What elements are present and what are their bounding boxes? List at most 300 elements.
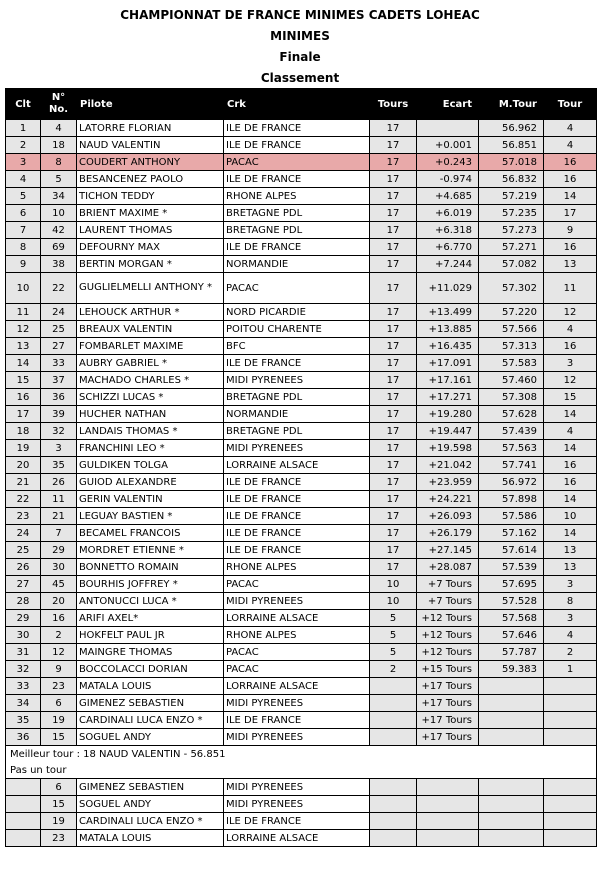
cell-mtour	[479, 695, 544, 712]
cell-clt	[6, 813, 41, 830]
cell-num: 69	[41, 239, 77, 256]
cell-tour: 16	[544, 154, 597, 171]
cell-pilote: GIMENEZ SEBASTIEN	[77, 695, 224, 712]
cell-clt: 21	[6, 474, 41, 491]
table-header	[6, 89, 597, 120]
cell-ecart	[417, 830, 479, 847]
cell-tour: 13	[544, 256, 597, 273]
cell-pilote: CARDINALI LUCA ENZO *	[77, 813, 224, 830]
cell-crk: BRETAGNE PDL	[224, 205, 370, 222]
cell-crk: ILE DE FRANCE	[224, 171, 370, 188]
cell-tours: 10	[370, 593, 417, 610]
cell-mtour: 57.614	[479, 542, 544, 559]
cell-num: 37	[41, 372, 77, 389]
cell-tours	[370, 796, 417, 813]
cell-num: 10	[41, 205, 77, 222]
cell-ecart: +7.244	[417, 256, 479, 273]
cell-crk: ILE DE FRANCE	[224, 491, 370, 508]
cell-pilote: FOMBARLET MAXIME	[77, 338, 224, 355]
col-header-ecart: Ecart	[417, 89, 479, 120]
cell-mtour: 57.528	[479, 593, 544, 610]
cell-num: 6	[41, 695, 77, 712]
cell-tour	[544, 678, 597, 695]
cell-clt: 33	[6, 678, 41, 695]
cell-tour	[544, 695, 597, 712]
cell-tour: 4	[544, 137, 597, 154]
cell-num: 3	[41, 440, 77, 457]
table-row	[6, 205, 597, 222]
cell-mtour: 57.695	[479, 576, 544, 593]
cell-mtour: 57.898	[479, 491, 544, 508]
cell-tour: 13	[544, 559, 597, 576]
cell-crk: MIDI PYRENEES	[224, 729, 370, 746]
col-header-tour: Tour	[544, 89, 597, 120]
cell-tours: 17	[370, 372, 417, 389]
cell-num: 36	[41, 389, 77, 406]
cell-clt: 18	[6, 423, 41, 440]
cell-crk: LORRAINE ALSACE	[224, 610, 370, 627]
cell-num: 19	[41, 813, 77, 830]
cell-tour: 4	[544, 627, 597, 644]
table-row	[6, 137, 597, 154]
cell-pilote: GUGLIELMELLI ANTHONY *	[77, 273, 224, 304]
cell-pilote: LEHOUCK ARTHUR *	[77, 304, 224, 321]
cell-tours: 17	[370, 355, 417, 372]
cell-clt: 17	[6, 406, 41, 423]
cell-clt: 1	[6, 120, 41, 137]
cell-clt: 6	[6, 205, 41, 222]
cell-crk: ILE DE FRANCE	[224, 508, 370, 525]
cell-crk: LORRAINE ALSACE	[224, 830, 370, 847]
cell-num: 32	[41, 423, 77, 440]
cell-tour: 15	[544, 389, 597, 406]
cell-crk: MIDI PYRENEES	[224, 695, 370, 712]
cell-tour: 14	[544, 491, 597, 508]
cell-clt: 3	[6, 154, 41, 171]
cell-ecart: +28.087	[417, 559, 479, 576]
cell-num: 33	[41, 355, 77, 372]
cell-clt: 34	[6, 695, 41, 712]
table-row	[6, 338, 597, 355]
col-header-crk: Crk	[224, 89, 370, 120]
cell-tours: 10	[370, 576, 417, 593]
cell-num: 15	[41, 796, 77, 813]
cell-tour: 10	[544, 508, 597, 525]
cell-mtour: 57.220	[479, 304, 544, 321]
cell-tour	[544, 712, 597, 729]
cell-ecart: -0.974	[417, 171, 479, 188]
table-row	[6, 120, 597, 137]
cell-tours: 5	[370, 627, 417, 644]
cell-clt: 8	[6, 239, 41, 256]
cell-pilote: LATORRE FLORIAN	[77, 120, 224, 137]
cell-tours: 17	[370, 304, 417, 321]
cell-crk: MIDI PYRENEES	[224, 796, 370, 813]
cell-clt: 11	[6, 304, 41, 321]
cell-ecart: +7 Tours	[417, 576, 479, 593]
cell-num: 26	[41, 474, 77, 491]
cell-num: 34	[41, 188, 77, 205]
cell-crk: BRETAGNE PDL	[224, 222, 370, 239]
table-row	[6, 559, 597, 576]
table-row	[6, 406, 597, 423]
cell-mtour	[479, 779, 544, 796]
footer-best-lap-row	[6, 746, 597, 763]
cell-mtour: 59.383	[479, 661, 544, 678]
cell-mtour: 57.308	[479, 389, 544, 406]
cell-tour	[544, 830, 597, 847]
cell-tour: 11	[544, 273, 597, 304]
cell-clt: 4	[6, 171, 41, 188]
cell-tours: 17	[370, 205, 417, 222]
table-row	[6, 321, 597, 338]
cell-pilote: MACHADO CHARLES *	[77, 372, 224, 389]
cell-crk: ILE DE FRANCE	[224, 813, 370, 830]
cell-tour: 16	[544, 171, 597, 188]
table-row	[6, 542, 597, 559]
no-lap-row	[6, 813, 597, 830]
cell-ecart	[417, 813, 479, 830]
cell-pilote: NAUD VALENTIN	[77, 137, 224, 154]
cell-pilote: SOGUEL ANDY	[77, 729, 224, 746]
cell-num: 15	[41, 729, 77, 746]
cell-tour: 2	[544, 644, 597, 661]
table-row	[6, 661, 597, 678]
cell-ecart: +19.447	[417, 423, 479, 440]
cell-mtour: 56.962	[479, 120, 544, 137]
cell-clt: 2	[6, 137, 41, 154]
cell-num: 16	[41, 610, 77, 627]
cell-num: 7	[41, 525, 77, 542]
cell-pilote: MORDRET ETIENNE *	[77, 542, 224, 559]
cell-tours: 17	[370, 120, 417, 137]
col-header-num: N° No.	[41, 89, 77, 120]
cell-pilote: AUBRY GABRIEL *	[77, 355, 224, 372]
cell-tour: 12	[544, 372, 597, 389]
cell-tour: 17	[544, 205, 597, 222]
cell-ecart: +21.042	[417, 457, 479, 474]
cell-mtour	[479, 796, 544, 813]
cell-num: 2	[41, 627, 77, 644]
cell-ecart: +19.280	[417, 406, 479, 423]
cell-ecart: +6.019	[417, 205, 479, 222]
cell-mtour: 57.566	[479, 321, 544, 338]
cell-clt: 31	[6, 644, 41, 661]
cell-pilote: BREAUX VALENTIN	[77, 321, 224, 338]
cell-tour: 12	[544, 304, 597, 321]
cell-mtour: 57.460	[479, 372, 544, 389]
footer-best-lap: Meilleur tour : 18 NAUD VALENTIN - 56.851	[6, 746, 597, 763]
cell-mtour: 57.219	[479, 188, 544, 205]
cell-crk: PACAC	[224, 661, 370, 678]
cell-clt: 13	[6, 338, 41, 355]
cell-num: 20	[41, 593, 77, 610]
table-row	[6, 593, 597, 610]
cell-clt: 28	[6, 593, 41, 610]
table-row	[6, 171, 597, 188]
cell-clt: 25	[6, 542, 41, 559]
cell-crk: BRETAGNE PDL	[224, 389, 370, 406]
cell-ecart: +6.770	[417, 239, 479, 256]
table-row	[6, 474, 597, 491]
cell-ecart: +12 Tours	[417, 627, 479, 644]
cell-tours: 17	[370, 542, 417, 559]
cell-tour: 4	[544, 321, 597, 338]
cell-crk: BRETAGNE PDL	[224, 423, 370, 440]
cell-pilote: BESANCENEZ PAOLO	[77, 171, 224, 188]
results-table	[5, 88, 597, 847]
cell-pilote: CARDINALI LUCA ENZO *	[77, 712, 224, 729]
cell-tours: 17	[370, 491, 417, 508]
table-row	[6, 239, 597, 256]
cell-clt: 19	[6, 440, 41, 457]
cell-ecart	[417, 120, 479, 137]
cell-tours: 17	[370, 474, 417, 491]
table-row	[6, 678, 597, 695]
cell-mtour: 57.162	[479, 525, 544, 542]
cell-tours: 2	[370, 661, 417, 678]
cell-tours: 5	[370, 644, 417, 661]
cell-clt: 16	[6, 389, 41, 406]
cell-mtour: 57.302	[479, 273, 544, 304]
cell-mtour: 57.583	[479, 355, 544, 372]
cell-ecart: +17 Tours	[417, 729, 479, 746]
cell-mtour: 57.539	[479, 559, 544, 576]
cell-num: 27	[41, 338, 77, 355]
cell-num: 6	[41, 779, 77, 796]
cell-tour	[544, 813, 597, 830]
cell-tour: 16	[544, 474, 597, 491]
cell-mtour	[479, 813, 544, 830]
cell-num: 24	[41, 304, 77, 321]
table-row	[6, 576, 597, 593]
cell-pilote: BRIENT MAXIME *	[77, 205, 224, 222]
cell-ecart: +6.318	[417, 222, 479, 239]
cell-pilote: MAINGRE THOMAS	[77, 644, 224, 661]
cell-mtour: 57.646	[479, 627, 544, 644]
cell-tour: 8	[544, 593, 597, 610]
cell-pilote: SCHIZZI LUCAS *	[77, 389, 224, 406]
cell-clt: 23	[6, 508, 41, 525]
cell-tours: 17	[370, 256, 417, 273]
cell-crk: ILE DE FRANCE	[224, 525, 370, 542]
cell-pilote: FRANCHINI LEO *	[77, 440, 224, 457]
cell-num: 21	[41, 508, 77, 525]
cell-num: 22	[41, 273, 77, 304]
cell-ecart: +17 Tours	[417, 678, 479, 695]
cell-num: 5	[41, 171, 77, 188]
cell-mtour	[479, 678, 544, 695]
cell-num: 18	[41, 137, 77, 154]
cell-tours: 17	[370, 171, 417, 188]
cell-ecart: +16.435	[417, 338, 479, 355]
cell-ecart: +17 Tours	[417, 712, 479, 729]
cell-clt: 30	[6, 627, 41, 644]
cell-ecart: +0.243	[417, 154, 479, 171]
cell-tours	[370, 695, 417, 712]
table-row	[6, 695, 597, 712]
cell-pilote: GERIN VALENTIN	[77, 491, 224, 508]
cell-pilote: BONNETTO ROMAIN	[77, 559, 224, 576]
footer-no-lap: Pas un tour	[6, 762, 597, 779]
cell-pilote: ARIFI AXEL*	[77, 610, 224, 627]
table-row	[6, 525, 597, 542]
cell-crk: LORRAINE ALSACE	[224, 457, 370, 474]
cell-tours: 17	[370, 423, 417, 440]
cell-tour: 13	[544, 542, 597, 559]
cell-ecart: +23.959	[417, 474, 479, 491]
cell-tour	[544, 779, 597, 796]
cell-mtour: 57.787	[479, 644, 544, 661]
cell-tour	[544, 729, 597, 746]
title-classement: Classement	[260, 71, 340, 85]
cell-tour: 4	[544, 423, 597, 440]
cell-clt: 10	[6, 273, 41, 304]
cell-tour: 14	[544, 406, 597, 423]
no-lap-row	[6, 779, 597, 796]
cell-pilote: MATALA LOUIS	[77, 678, 224, 695]
table-row	[6, 729, 597, 746]
cell-mtour: 57.628	[479, 406, 544, 423]
cell-tour: 14	[544, 525, 597, 542]
cell-clt: 20	[6, 457, 41, 474]
cell-num: 19	[41, 712, 77, 729]
cell-ecart: +26.093	[417, 508, 479, 525]
cell-num: 38	[41, 256, 77, 273]
cell-pilote: COUDERT ANTHONY	[77, 154, 224, 171]
cell-crk: ILE DE FRANCE	[224, 137, 370, 154]
cell-tours: 17	[370, 508, 417, 525]
cell-crk: NORMANDIE	[224, 406, 370, 423]
cell-crk: PACAC	[224, 154, 370, 171]
cell-num: 30	[41, 559, 77, 576]
cell-tours: 17	[370, 273, 417, 304]
cell-mtour: 56.972	[479, 474, 544, 491]
cell-ecart: +7 Tours	[417, 593, 479, 610]
cell-pilote: GULDIKEN TOLGA	[77, 457, 224, 474]
table-row	[6, 712, 597, 729]
cell-crk: MIDI PYRENEES	[224, 372, 370, 389]
table-row	[6, 355, 597, 372]
table-row	[6, 610, 597, 627]
cell-ecart: +17.091	[417, 355, 479, 372]
cell-crk: PACAC	[224, 273, 370, 304]
cell-crk: LORRAINE ALSACE	[224, 678, 370, 695]
cell-tour: 3	[544, 610, 597, 627]
cell-crk: BFC	[224, 338, 370, 355]
cell-pilote: BERTIN MORGAN *	[77, 256, 224, 273]
col-header-tours: Tours	[370, 89, 417, 120]
cell-crk: ILE DE FRANCE	[224, 239, 370, 256]
table-row	[6, 273, 597, 304]
cell-num: 35	[41, 457, 77, 474]
cell-ecart: +11.029	[417, 273, 479, 304]
cell-tour: 14	[544, 440, 597, 457]
cell-tours: 5	[370, 610, 417, 627]
cell-clt	[6, 830, 41, 847]
cell-crk: RHONE ALPES	[224, 559, 370, 576]
cell-pilote: LAURENT THOMAS	[77, 222, 224, 239]
table-row	[6, 256, 597, 273]
cell-num: 8	[41, 154, 77, 171]
cell-tours: 17	[370, 321, 417, 338]
table-row	[6, 644, 597, 661]
cell-mtour	[479, 830, 544, 847]
cell-ecart: +26.179	[417, 525, 479, 542]
cell-mtour: 56.832	[479, 171, 544, 188]
cell-mtour: 57.235	[479, 205, 544, 222]
cell-ecart	[417, 796, 479, 813]
cell-crk: PACAC	[224, 576, 370, 593]
table-row	[6, 188, 597, 205]
cell-crk: NORMANDIE	[224, 256, 370, 273]
cell-num: 45	[41, 576, 77, 593]
cell-clt: 36	[6, 729, 41, 746]
cell-pilote: LEGUAY BASTIEN *	[77, 508, 224, 525]
table-row	[6, 154, 597, 171]
title-session: Finale	[279, 50, 321, 64]
table-row	[6, 457, 597, 474]
cell-tour: 3	[544, 576, 597, 593]
cell-clt	[6, 779, 41, 796]
cell-pilote: DEFOURNY MAX	[77, 239, 224, 256]
cell-mtour: 57.018	[479, 154, 544, 171]
cell-tours: 17	[370, 406, 417, 423]
cell-num: 23	[41, 678, 77, 695]
cell-clt: 9	[6, 256, 41, 273]
cell-tours: 17	[370, 440, 417, 457]
cell-pilote: GIMENEZ SEBASTIEN	[77, 779, 224, 796]
cell-mtour: 57.741	[479, 457, 544, 474]
cell-tour: 9	[544, 222, 597, 239]
cell-crk: RHONE ALPES	[224, 188, 370, 205]
table-row	[6, 222, 597, 239]
cell-ecart: +0.001	[417, 137, 479, 154]
cell-mtour: 57.563	[479, 440, 544, 457]
cell-tours	[370, 813, 417, 830]
cell-tours: 17	[370, 389, 417, 406]
cell-tours	[370, 712, 417, 729]
cell-pilote: BOURHIS JOFFREY *	[77, 576, 224, 593]
cell-crk: ILE DE FRANCE	[224, 474, 370, 491]
cell-num: 9	[41, 661, 77, 678]
table-row	[6, 372, 597, 389]
cell-tours: 17	[370, 137, 417, 154]
cell-tours: 17	[370, 457, 417, 474]
cell-tours: 17	[370, 154, 417, 171]
cell-tours	[370, 678, 417, 695]
cell-crk: POITOU CHARENTE	[224, 321, 370, 338]
cell-tours: 17	[370, 239, 417, 256]
cell-pilote: MATALA LOUIS	[77, 830, 224, 847]
table-row	[6, 440, 597, 457]
cell-pilote: SOGUEL ANDY	[77, 796, 224, 813]
cell-tours	[370, 779, 417, 796]
cell-num: 4	[41, 120, 77, 137]
cell-num: 11	[41, 491, 77, 508]
title-category: MINIMES	[270, 29, 330, 43]
cell-tours	[370, 830, 417, 847]
cell-ecart: +27.145	[417, 542, 479, 559]
cell-clt	[6, 796, 41, 813]
cell-clt: 32	[6, 661, 41, 678]
cell-mtour: 57.271	[479, 239, 544, 256]
cell-tours: 17	[370, 222, 417, 239]
cell-mtour: 57.586	[479, 508, 544, 525]
cell-clt: 26	[6, 559, 41, 576]
cell-clt: 12	[6, 321, 41, 338]
cell-ecart: +13.499	[417, 304, 479, 321]
